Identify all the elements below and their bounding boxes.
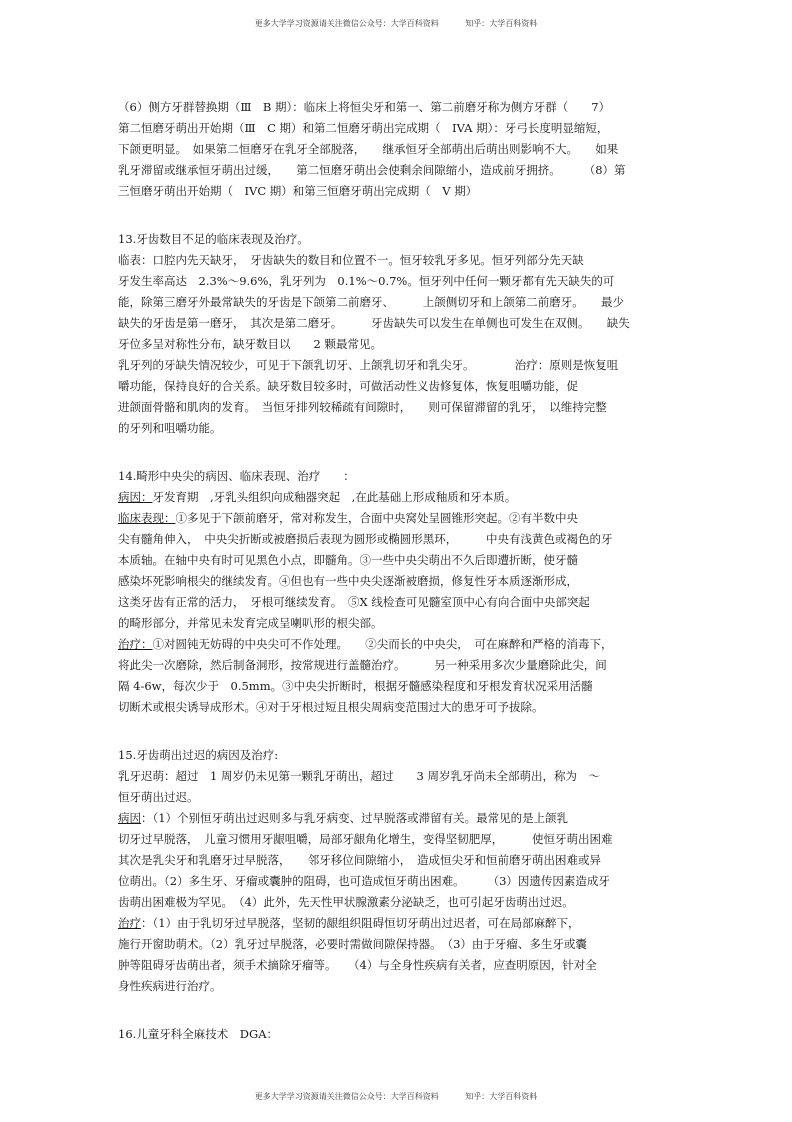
cause-label: 病因：	[118, 490, 153, 504]
treatment-text: ：（1）由于乳切牙过早脱落，坚韧的龈组织阻碍恒切牙萌出过迟者，可在局部麻醉下，	[141, 916, 580, 930]
cause-text: ：（1）个别恒牙萌出过迟则多与乳牙病变、过早脱落或滞留有关。最常见的是上颌乳	[141, 811, 569, 825]
text-line: （6）侧方牙群替换期（Ⅲ B 期）：临床上将恒尖牙和第一、第二前磨牙称为侧方牙群（ 7）	[118, 100, 611, 114]
text-line: 这类牙齿有正常的活力， 牙根可继续发育。 ⑤X 线检查可见髓室顶中心有向合面中央部突起	[118, 595, 590, 609]
section-title: 14.畸形中央尖的病因、临床表现、治疗 ：	[118, 469, 355, 483]
clinical-label: 临床表现：	[118, 511, 176, 525]
text-line: 临表：口腔内先天缺牙， 牙齿缺失的数目和位置不一。恒牙较乳牙多见。恒牙列部分先天缺	[118, 253, 584, 267]
text-line: 乳牙滞留或继承恒牙萌出过缓， 第二恒磨牙萌出会使剩余间隙缩小，造成前牙拥挤。 （8）第	[118, 163, 626, 177]
text-line: 本质轴。在轴中央有时可见黑色小点，即髓角。③一些中央尖萌出不久后即遭折断，使牙髓	[118, 553, 578, 567]
footer-right: 知乎：大学百科资料	[465, 1092, 538, 1101]
text-line: 嚼功能，保持良好的合关系。缺牙数目较多时，可做活动性义齿修复体，恢复咀嚼功能，促	[118, 379, 578, 393]
text-line: 第二恒磨牙萌出开始期（Ⅲ C 期）和第二恒磨牙萌出完成期（ IVA 期）：牙弓长度明显缩短，	[118, 121, 609, 135]
clinical-text: ①多见于下颌前磨牙，常对称发生，合面中央窝处呈圆锥形突起。②有半数中央	[175, 511, 578, 525]
text-line	[118, 508, 674, 529]
cause-text: 牙发育期 ,牙乳头组织向成釉器突起 ,在此基础上形成釉质和牙本质。	[152, 490, 517, 504]
text-line: 能，除第三磨牙外最常缺失的牙齿是下颌第二前磨牙、 上颌侧切牙和上颌第二前磨牙。 最少	[118, 295, 624, 309]
text-line: 乳牙列的牙缺失情况较少，可见于下颌乳切牙、上颌乳切牙和乳尖牙。 治疗：原则是恢复咀	[118, 358, 619, 372]
text-line: 其次是乳尖牙和乳磨牙过早脱落， 邻牙移位间隙缩小， 造成恒尖牙和恒前磨牙萌出困难或异	[118, 853, 601, 867]
text-line: 缺失的牙齿是第一磨牙， 其次是第二磨牙。 牙齿缺失可以发生在单侧也可发生在双侧。 缺失	[118, 316, 630, 330]
text-line: 牙发生率高达 2.3%～9.6%，乳牙列为 0.1%～0.7%。恒牙列中任何一颗牙都有先天缺失的可	[118, 274, 615, 288]
document-body	[118, 97, 674, 1045]
footer-left: 更多大学学习资源请关注微信公众号：大学百科资料	[254, 1092, 439, 1101]
text-line: 进颌面骨骼和肌肉的发育。 当恒牙排列较稀疏有间隙时， 则可保留滞留的乳牙， 以维持完整	[118, 400, 607, 414]
text-line: 牙位多呈对称性分布，缺牙数目以 2 颗最常见。	[118, 337, 382, 351]
header-right: 知乎：大学百科资料	[465, 19, 538, 28]
text-line: 切断术或根尖诱导成形术。④对于牙根过短且根尖周病变范围过大的患牙可予拔除。	[118, 700, 544, 714]
text-line: 将此尖一次磨除，然后制备洞形，按常规进行盖髓治疗。 另一种采用多次少量磨除此尖，间	[118, 658, 607, 672]
text-line: 切牙过早脱落， 儿童习惯用牙龈咀嚼，局部牙龈角化增生，变得坚韧肥厚， 使恒牙萌出困难	[118, 832, 613, 846]
text-line: 齿萌出困难极为罕见。 （4）此外，先天性甲状腺激素分泌缺乏，也可引起牙齿萌出过迟。	[118, 895, 574, 909]
text-line: 施行开窗助萌术。（2）乳牙过早脱落，必要时需做间隙保持器。 （3）由于牙瘤、多生牙或囊	[118, 937, 587, 951]
text-line: 位萌出。（2）多生牙、牙瘤或囊肿的阻碍，也可造成恒牙萌出困难。 （3）因遗传因素造成牙	[118, 874, 610, 888]
cause-label: 病因	[118, 811, 141, 825]
section-14	[118, 466, 674, 718]
text-line	[118, 487, 674, 508]
text-line	[118, 913, 674, 934]
text-line	[118, 808, 674, 829]
text-line	[118, 634, 674, 655]
text-line: 乳牙迟萌：超过 1 周岁仍未见第一颗乳牙萌出，超过 3 周岁乳牙尚未全部萌出，称为 ～	[118, 769, 600, 783]
section-title: 16.儿童牙科全麻技术 DGA：	[118, 1027, 278, 1041]
section-13	[118, 229, 674, 439]
header-left: 更多大学学习资源请关注微信公众号：大学百科资料	[254, 19, 439, 28]
text-line: 的畸形部分，并常见未发育完成呈喇叭形的根尖部。	[118, 616, 383, 630]
section-6	[118, 97, 674, 202]
text-line: 隔 4-6w，每次少于 0.5mm。③中央尖折断时，根据牙髓感染程度和牙根发育状况采用活髓	[118, 679, 593, 693]
section-16	[118, 1024, 674, 1045]
text-line: 的牙列和咀嚼功能。	[118, 421, 222, 435]
text-line: 身性疾病进行治疗。	[118, 979, 222, 993]
section-15	[118, 745, 674, 997]
treatment-text: ①对圆钝无妨碍的中央尖可不作处理。 ②尖而长的中央尖， 可在麻醉和严格的消毒下，	[152, 637, 613, 651]
text-line: 感染坏死影响根尖的继续发育。④但也有一些中央尖逐渐被磨损，修复性牙本质逐渐形成，	[118, 574, 578, 588]
treatment-label: 治疗：	[118, 637, 153, 651]
page-footer	[0, 1091, 792, 1102]
text-line: 恒牙萌出过迟。	[118, 790, 199, 804]
text-line: 下颌更明显。 如果第二恒磨牙在乳牙全部脱落， 继承恒牙全部萌出后萌出则影响不大。 如果	[118, 142, 619, 156]
section-title: 13.牙齿数目不足的临床表现及治疗。	[118, 232, 309, 246]
text-line: 肿等阻碍牙齿萌出者，须手术摘除牙瘤等。 （4）与全身性疾病有关者，应查明原因，针对全	[118, 958, 597, 972]
section-title: 15.牙齿萌出过迟的病因及治疗:	[118, 748, 279, 762]
treatment-label: 治疗	[118, 916, 141, 930]
text-line: 尖有髓角伸入， 中央尖折断或被磨损后表现为圆形或椭圆形黑环， 中央有浅黄色或褐色的牙	[118, 532, 613, 546]
page-header	[0, 18, 792, 29]
text-line: 三恒磨牙萌出开始期（ IVC 期）和第三恒磨牙萌出完成期（ V 期）	[118, 184, 478, 198]
